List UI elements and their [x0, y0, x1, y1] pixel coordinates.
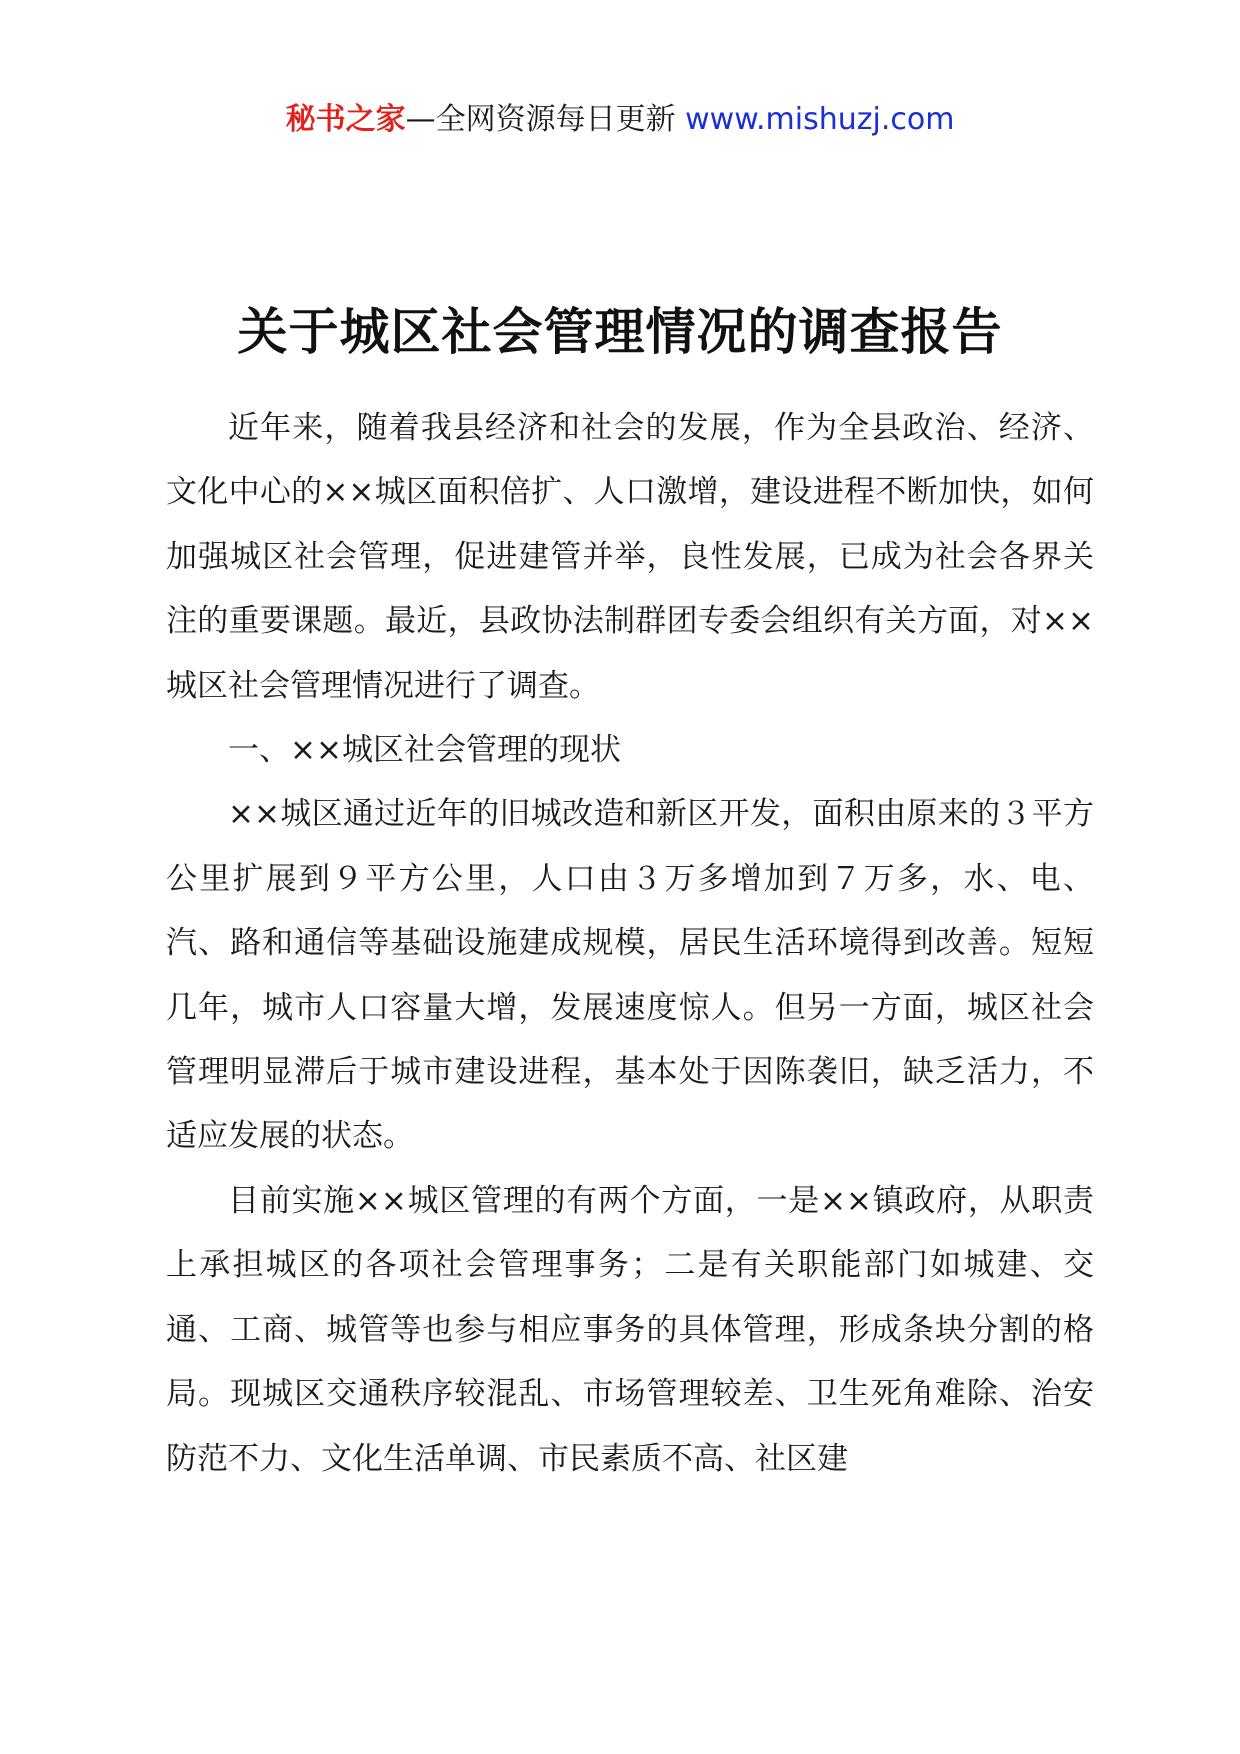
document-body	[166, 396, 1094, 1491]
document-title: 关于城区社会管理情况的调查报告	[237, 303, 1003, 361]
section-heading-1: 一、××城区社会管理的现状	[228, 732, 621, 769]
site-header	[0, 100, 1240, 140]
paragraph-status: ××城区通过近年的旧城改造和新区开发，面积由原来的３平方公里扩展到９平方公里，人口由３万多增加到７万多，水、电、汽、路和通信等基础设施建成规模，居民生活环境得到改善。短短几年，城市人口容量大增，发展速度惊人。但另一方面，城区社会管理明显滞后于城市建设进程，基本处于因陈袭旧，缺乏活力，不适应发展的状态。	[166, 796, 1094, 1155]
paragraph-intro: 近年来，随着我县经济和社会的发展，作为全县政治、经济、文化中心的××城区面积倍扩、人口激增，建设进程不断加快，如何加强城区社会管理，促进建管并举，良性发展，已成为社会各界关注的重要课题。最近，县政协法制群团专委会组织有关方面，对××城区社会管理情况进行了调查。	[166, 410, 1094, 704]
site-url: www.mishuzj.com	[685, 102, 955, 137]
site-tagline: —全网资源每日更新	[405, 102, 686, 137]
site-brand: 秘书之家	[285, 102, 406, 137]
paragraph-management: 目前实施××城区管理的有两个方面，一是××镇政府，从职责上承担城区的各项社会管理事务；二是有关职能部门如城建、交通、工商、城管等也参与相应事务的具体管理，形成条块分割的格局。现城区交通秩序较混乱、市场管理较差、卫生死角难除、治安防范不力、文化生活单调、市民素质不高、社区建	[166, 1182, 1094, 1477]
